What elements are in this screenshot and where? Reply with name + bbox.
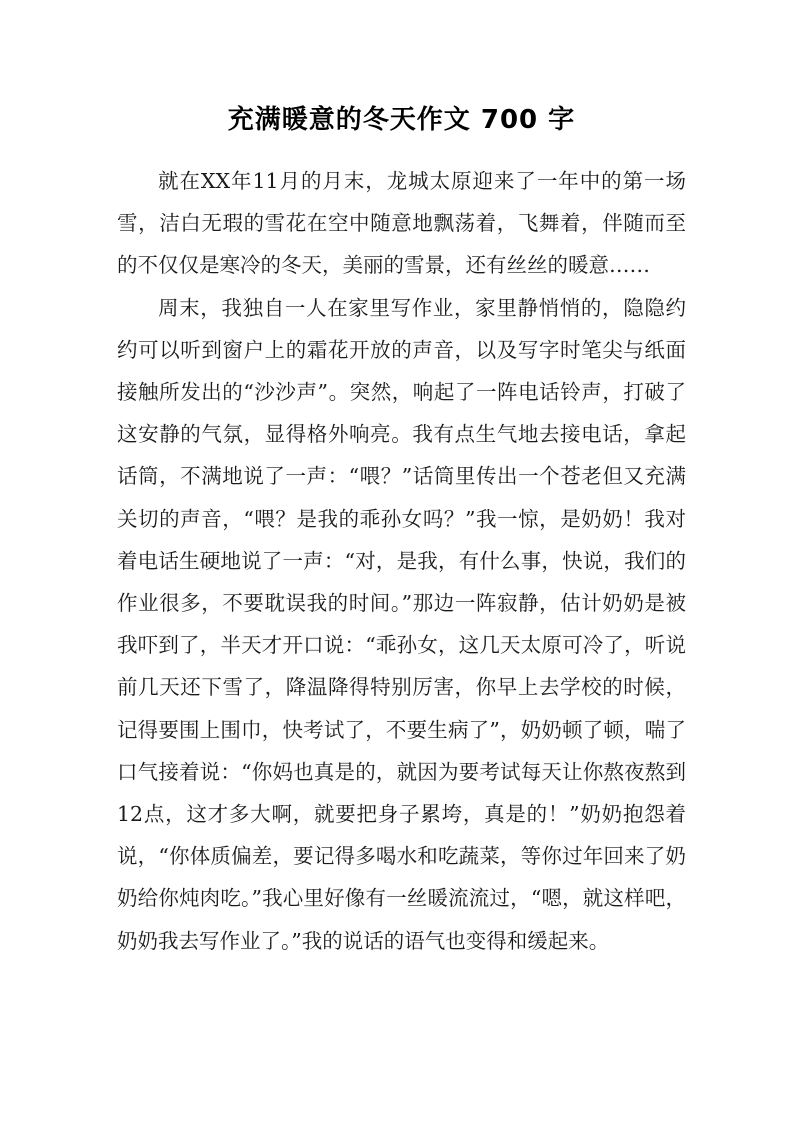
paragraph-first-snow: 就在XX年11月的月末，龙城太原迎来了一年中的第一场雪，洁白无瑕的雪花在空中随意地飘荡着，飞舞着，伴随而至的不仅仅是寒冷的冬天，美丽的雪景，还有丝丝的暖意…… [117, 169, 686, 278]
paragraph-grandma-call: 周末，我独自一人在家里写作业，家里静悄悄的，隐隐约约可以听到窗户上的霜花开放的声音，以及写字时笔尖与纸面接触所发出的“沙沙声”。突然，响起了一阵电话铃声，打破了这安静的气氛，显得格外响亮。我有点生气地去接电话，拿起话筒，不满地说了一声：“喂？”话筒里传出一个苍老但又充满关切的声音，“喂？是我的乖孙女吗？”我一惊，是奶奶！我对着电话生硬地说了一声：“对，是我，有什么事，快说，我们的作业很多，不要耽误我的时间。”那边一阵寂静，估计奶奶是被我吓到了，半天才开口说：“乖孙女，这几天太原可冷了，听说前几天还下雪了，降温降得特别厉害，你早上去学校的时候，记得要围上围巾，快考试了，不要生病了”，奶奶顿了顿，喘了口气接着说：“你妈也真是的，就因为要考试每天让你熬夜熬到12点，这才多大啊，就要把身子累垮，真是的！”奶奶抱怨着说，“你体质偏差，要记得多喝水和吃蔬菜，等你过年回来了奶奶给你炖肉吃。”我心里好像有一丝暖流流过，“嗯，就这样吧，奶奶我去写作业了。”我的说话的语气也变得和缓起来。 [117, 295, 686, 953]
document-title: 充满暖意的冬天作文 700 字 [227, 105, 576, 135]
